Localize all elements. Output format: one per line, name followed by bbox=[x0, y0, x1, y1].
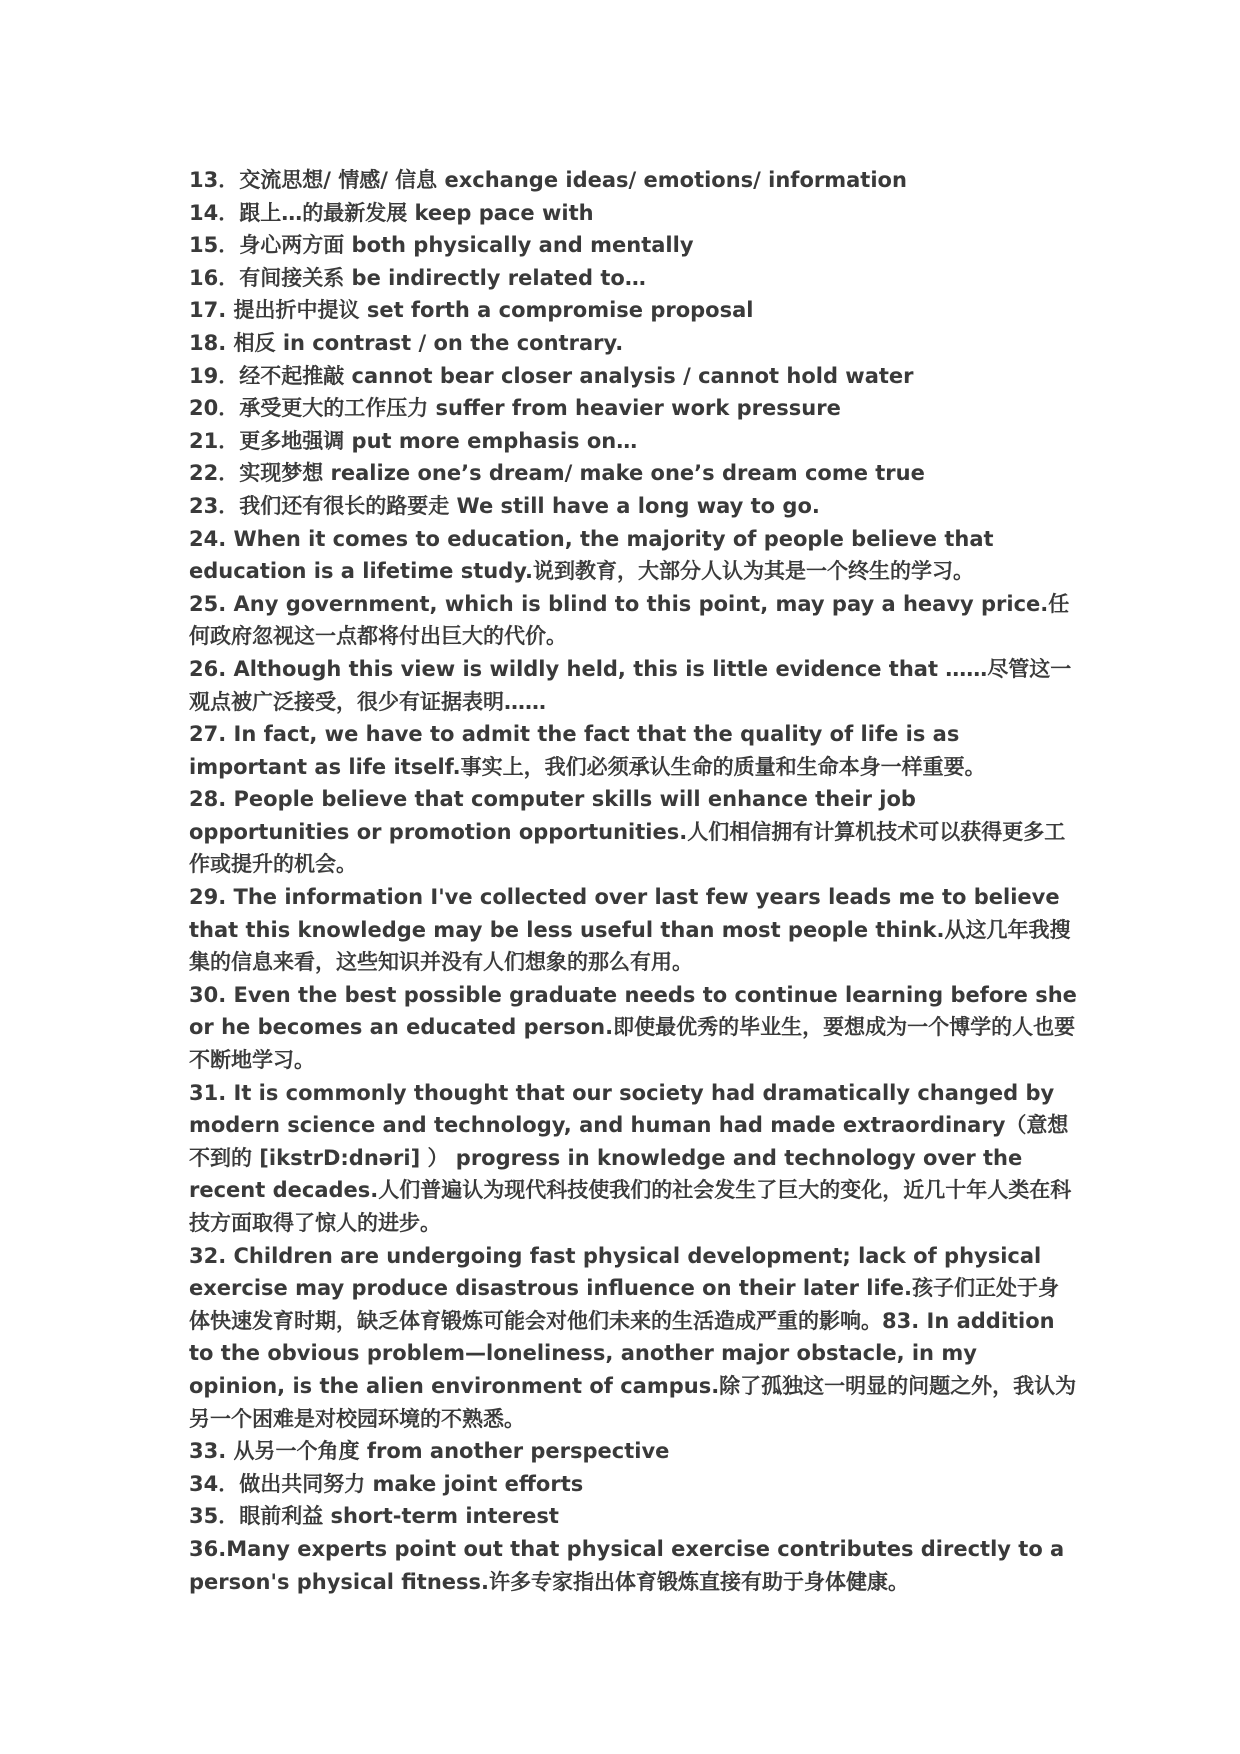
phrase-entry-21: 21．更多地强调 put more emphasis on… bbox=[189, 428, 638, 453]
phrase-entry-17: 17. 提出折中提议 set forth a compromise proposal bbox=[189, 298, 754, 323]
phrase-entry-15: 15．身心两方面 both physically and mentally bbox=[189, 233, 694, 258]
phrase-entry-14: 14．跟上…的最新发展 keep pace with bbox=[189, 200, 594, 225]
document-body bbox=[189, 164, 1079, 1598]
sentence-entry-32: 32. Children are undergoing fast physical development; lack of physical exercise may produce disastrous influence on their later life.孩子们正处于身体快速发育时期，缺乏体育锻炼可能会对他们未来的生活造成严重的影响。83. In addition to the obvious problem—loneliness, another major obstacle, in my opinion, is the alien environment of campus.除了孤独这一明显的问题之外，我认为另一个困难是对校园环境的不熟悉。 bbox=[189, 1243, 1077, 1431]
phrase-entry-23: 23．我们还有很长的路要走 We still have a long way to go. bbox=[189, 493, 820, 518]
sentence-entry-29: 29. The information I've collected over last few years leads me to believe that this knowledge may be less useful than most people think.从这几年我搜集的信息来看，这些知识并没有人们想象的那么有用。 bbox=[189, 885, 1071, 975]
phrase-entry-18: 18. 相反 in contrast / on the contrary. bbox=[189, 330, 624, 355]
sentence-entry-28: 28. People believe that computer skills will enhance their job opportunities or promotion opportunities.人们相信拥有计算机技术可以获得更多工作或提升的机会。 bbox=[189, 787, 1066, 877]
sentence-entry-27: 27. In fact, we have to admit the fact that the quality of life is as important as life itself.事实上，我们必须承认生命的质量和生命本身一样重要。 bbox=[189, 722, 986, 779]
phrase-entry-13: 13．交流思想/ 情感/ 信息 exchange ideas/ emotions/ information bbox=[189, 168, 907, 192]
phrase-entry-19: 19．经不起推敲 cannot bear closer analysis / cannot hold water bbox=[189, 363, 914, 388]
phrase-entry-16: 16．有间接关系 be indirectly related to… bbox=[189, 265, 646, 290]
phrase-entry-34: 34．做出共同努力 make joint efforts bbox=[189, 1471, 584, 1496]
phrase-entry-33: 33. 从另一个角度 from another perspective bbox=[189, 1439, 670, 1464]
sentence-entry-30: 30. Even the best possible graduate needs to continue learning before she or he becomes an educated person.即使最优秀的毕业生，要想成为一个博学的人也要不断地学习。 bbox=[189, 982, 1077, 1073]
phrase-entry-20: 20．承受更大的工作压力 suffer from heavier work pressure bbox=[189, 396, 841, 421]
sentence-entry-36: 36.Many experts point out that physical exercise contributes directly to a person's physical fitness.许多专家指出体育锻炼直接有助于身体健康。 bbox=[189, 1536, 1065, 1594]
sentence-entry-25: 25. Any government, which is blind to this point, may pay a heavy price.任何政府忽视这一点都将付出巨大的代价。 bbox=[189, 591, 1070, 649]
sentence-entry-26: 26. Although this view is wildly held, this is little evidence that ……尽管这一观点被广泛接受，很少有证据表明…… bbox=[189, 656, 1072, 714]
sentence-entry-24: 24. When it comes to education, the majority of people believe that education is a lifetime study.说到教育，大部分人认为其是一个终生的学习。 bbox=[189, 526, 994, 584]
phrase-entry-35: 35．眼前利益 short-term interest bbox=[189, 1504, 559, 1529]
sentence-entry-31: 31. It is commonly thought that our society had dramatically changed by modern science and technology, and human had made extraordinary（意想不到的 [ikstrD:dnəri] ） progress in knowledge and technology over the recent decades.人们普遍认为现代科技使我们的社会发生了巨大的变化，近几十年人类在科技方面取得了惊人的进步。 bbox=[189, 1080, 1072, 1235]
phrase-entry-22: 22．实现梦想 realize one’s dream/ make one’s dream come true bbox=[189, 461, 925, 486]
